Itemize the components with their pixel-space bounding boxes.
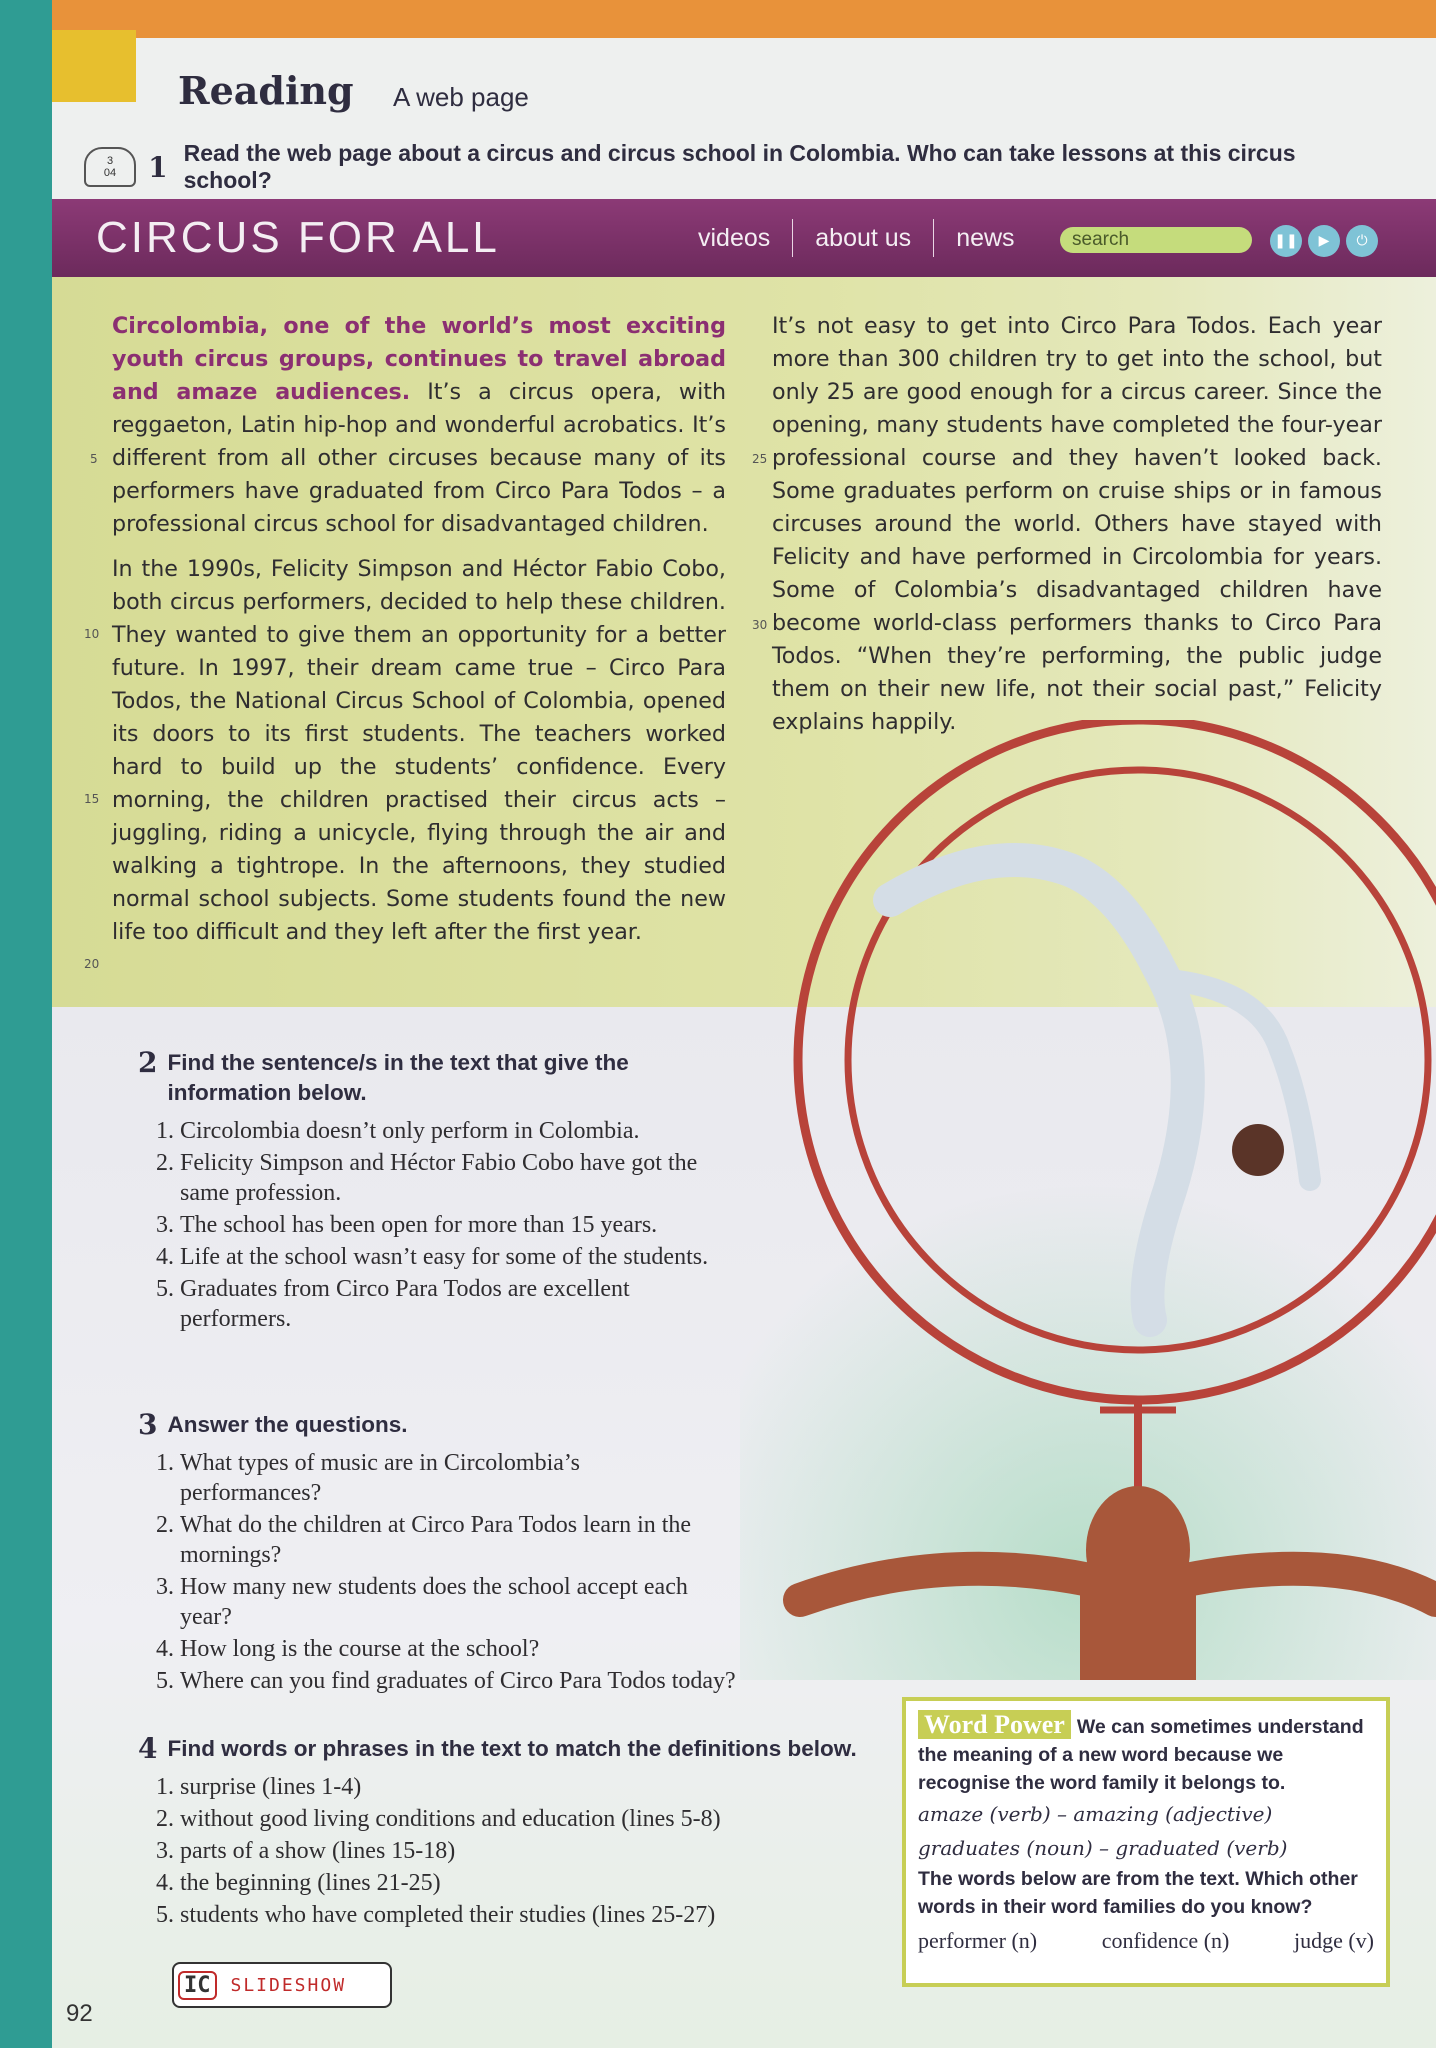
exercise-number: 4	[138, 1732, 158, 1765]
line-number: 30	[752, 618, 768, 632]
exercise-4	[138, 1734, 878, 1932]
exercise-1	[84, 140, 1344, 194]
list-item: 4. the beginning (lines 21-25)	[180, 1868, 878, 1898]
list-item: 1. What types of music are in Circolombia’s performances?	[180, 1448, 660, 1508]
list-item: 5. students who have completed their studies (lines 25-27)	[180, 1900, 878, 1930]
pause-icon[interactable]: ❚❚	[1270, 225, 1302, 257]
list-item: 1. Circolombia doesn’t only perform in Colombia.	[180, 1116, 738, 1146]
section-title: Reading	[178, 68, 354, 113]
article-left-column	[112, 310, 726, 961]
list-item: 4. How long is the course at the school?	[180, 1634, 898, 1664]
list-item: 3. The school has been open for more than 15 years.	[180, 1210, 738, 1240]
word-item: performer (n)	[918, 1928, 1038, 1953]
list-item: 3. How many new students does the school accept each year?	[180, 1572, 740, 1632]
exercise-instruction: Answer the questions.	[167, 1412, 408, 1437]
line-number: 20	[84, 957, 100, 971]
exercise-instruction: Read the web page about a circus and circus school in Colombia. Who can take lessons at this circus school?	[183, 140, 1296, 193]
list-item: 5. Graduates from Circo Para Todos are excellent performers.	[180, 1274, 738, 1334]
word-power-box	[902, 1697, 1390, 1987]
exercise-number: 1	[148, 150, 168, 184]
page-number: 92	[66, 2000, 93, 2027]
nav-about-us[interactable]: about us	[815, 223, 912, 252]
ic-icon: IC	[178, 1971, 217, 2000]
line-number: 10	[84, 627, 100, 641]
slideshow-label: SLIDESHOW	[230, 1974, 347, 1996]
search-input[interactable]: search	[1060, 227, 1252, 253]
word-power-example: graduates (noun) – graduated (verb)	[918, 1836, 1288, 1860]
exercise-instruction: Find the sentence/s in the text that give the information below.	[167, 1050, 629, 1105]
exercise-instruction: Find words or phrases in the text to match the definitions below.	[167, 1736, 857, 1761]
nav-videos[interactable]: videos	[698, 223, 771, 252]
section-subtitle: A web page	[393, 82, 529, 112]
left-teal-bar	[0, 0, 52, 2048]
article-paragraph-1: It’s a circus opera, with reggaeton, Latin hip-hop and wonderful acrobatics. It’s different from all other circuses because many of its performers have graduated from Circo Para Todos – a professional circus school for disadvantaged children.	[112, 379, 727, 537]
word-item: judge (v)	[1293, 1928, 1374, 1953]
word-power-example: amaze (verb) – amazing (adjective)	[918, 1802, 1273, 1826]
exercise-number: 2	[138, 1046, 158, 1079]
list-item: 2. What do the children at Circo Para Todos learn in the mornings?	[180, 1510, 700, 1570]
article-lead: Circolombia, one of the world’s most exciting youth circus groups, continues to travel abroad and amaze audiences.	[112, 313, 726, 405]
word-power-words	[918, 1927, 1374, 1955]
list-item: 2. without good living conditions and education (lines 5-8)	[180, 1804, 878, 1834]
power-icon[interactable]: ⏻	[1346, 225, 1378, 257]
top-orange-bar	[0, 0, 1436, 38]
website-title: CIRCUS FOR ALL	[96, 213, 500, 262]
list-item: 3. parts of a show (lines 15-18)	[180, 1836, 878, 1866]
list-item: 2. Felicity Simpson and Héctor Fabio Cobo have got the same profession.	[180, 1148, 738, 1208]
list-item: 4. Life at the school wasn’t easy for some of the students.	[180, 1242, 738, 1272]
section-tab	[52, 30, 136, 102]
line-number: 25	[752, 452, 768, 466]
nav-news[interactable]: news	[956, 223, 1015, 252]
article-paragraph-3: It’s not easy to get into Circo Para Todos. Each year more than 300 children try to get into the school, but only 25 are good enough for a circus career. Since the opening, many students have completed the four-year professional course and they haven’t looked back. Some graduates perform on cruise ships or in famous circuses around the world. Others have stayed with Felicity and have performed in Circolombia for years. Some of Colombia’s disadvantaged children have become world-class performers thanks to Circo Para Todos. “When they’re performing, the public judge them on their new life, not their social past,” Felicity explains happily.	[772, 313, 1382, 735]
website-header	[52, 199, 1436, 277]
word-power-task: The words below are from the text. Which other words in their word families do you know?	[918, 1868, 1358, 1918]
list-item: 5. Where can you find graduates of Circo Para Todos today?	[180, 1666, 898, 1696]
play-icon[interactable]: ▶	[1308, 225, 1340, 257]
word-item: confidence (n)	[1101, 1928, 1230, 1953]
line-number: 15	[84, 792, 100, 806]
website-nav	[676, 199, 1037, 277]
list-item: 1. surprise (lines 1-4)	[180, 1772, 878, 1802]
slideshow-button[interactable]	[172, 1962, 392, 2008]
line-number: 5	[90, 452, 98, 466]
exercise-2	[138, 1048, 738, 1336]
word-power-intro: We can sometimes understand the meaning of a new word because we recognise the word family it belongs to.	[918, 1716, 1364, 1794]
word-power-tag: Word Power	[918, 1710, 1071, 1739]
exercise-3	[138, 1410, 898, 1698]
audio-track-icon[interactable]: 3 04	[84, 147, 136, 187]
exercise-number: 3	[138, 1408, 158, 1441]
article-paragraph-2: In the 1990s, Felicity Simpson and Héctor Fabio Cobo, both circus performers, decided to help these children. They wanted to give them an opportunity for a better future. In 1997, their dream came true – Circo Para Todos, the National Circus School of Colombia, opened its doors to its first students. The teachers worked hard to build up the students’ confidence. Every morning, the children practised their circus acts – juggling, riding a unicycle, flying through the air and walking a tightrope. In the afternoons, they studied normal school subjects. Some students found the new life too difficult and they left after the first year.	[112, 556, 726, 945]
article-right-column	[772, 310, 1382, 751]
